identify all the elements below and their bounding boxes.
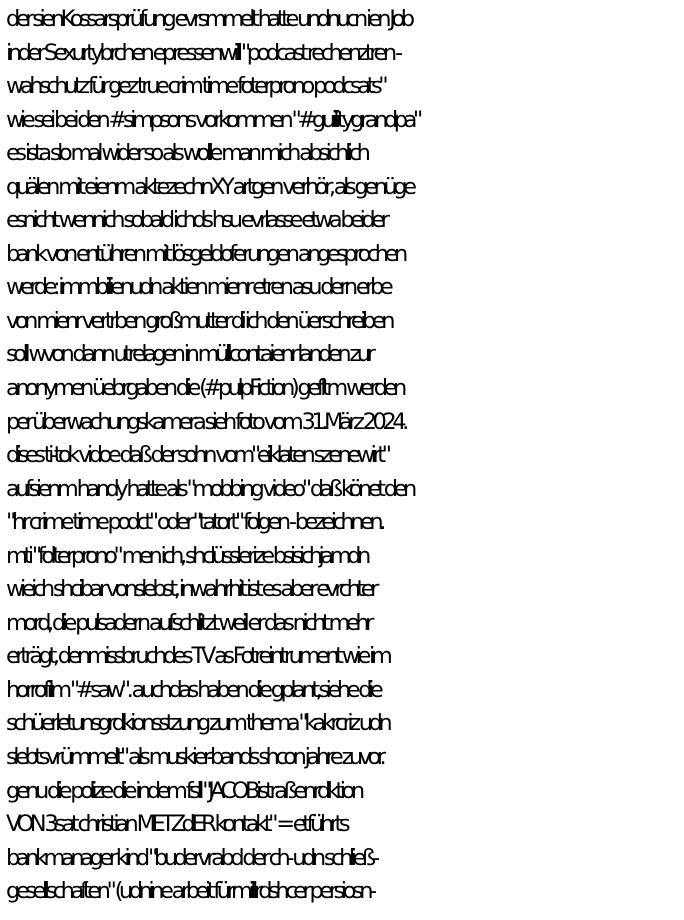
text-line-16: "hr crime time podct" oder "tatort" folgen - bezeichnen.: [6, 509, 382, 536]
text-line-15: aufsienm handy hatte als "mobbing video" daß könet den: [6, 475, 413, 502]
text-line-20: erträgt, denmissbruchdes TV as Fotreintrument wie im: [6, 643, 389, 670]
text-line-10: von mienr vertrben großmutter di ich den üerschreiben: [6, 307, 392, 334]
text-line-27: gesellschaften" (udnine arbeit fürmillrdshcer persiosn-: [6, 878, 373, 905]
text-line-22: schüerletunsgrdkionsstzung zum thema "kakrcriz udn: [6, 710, 389, 737]
text-line-18: wieich shcibar vonslebst, inwahrhit ist es aber evrchter: [6, 576, 375, 603]
text-line-19: mord, die pulsadern aufschlitzt weil er das nicht mehr: [6, 609, 370, 636]
text-line-5: es ista slo mal wider so als wolle man mich absichlich: [6, 140, 367, 167]
text-line-6: quälen mit eienm aktezechnXY artgen verhör, als genüge: [6, 173, 413, 200]
text-line-9: werde: immbilienudn aktien mienr etren asu dern erbe: [6, 274, 390, 301]
text-line-3: wahschutz für gez true crim time foterprono podcsats": [6, 73, 385, 100]
text-line-2: inder Sexurtybrchen epressenwill "podcast rechenztren -: [6, 39, 399, 66]
text-line-13: per überwachungskamera sieh foto vom 31.März 2024.: [6, 408, 405, 435]
text-line-4: wie sei bei den #simpsons vorkommen "#guilitygrandpa": [6, 106, 419, 133]
text-line-7: esnicht wennich sobald ichds hsu evrlasse etwa beider: [6, 207, 386, 234]
text-line-25: VON 3sat christian METZdER kontakt" = etführts: [6, 811, 347, 838]
text-line-24: genu die polize die indem fsll "JACOBistraßenrdktion: [6, 777, 361, 804]
text-line-14: dises ti-tok vidoe daß der sohn vom"eiklaten szenewirt": [6, 442, 388, 469]
text-line-23: slebtsvrümmelt" als muskier-bands shcon jahre zuvor.: [6, 744, 383, 771]
text-line-12: anonymen üebrgaben die (#pulpFiction) gefltm werden: [6, 375, 403, 402]
text-line-8: bank von entühren mit lösgeldoferungen angesprochen: [6, 240, 404, 267]
text-line-17: mti "folterprono" men ich, shclüsslerize bsisichjamdn: [6, 542, 367, 569]
text-line-21: horrofilm "#saw". auchdas haben die gplant,siehe die: [6, 676, 380, 703]
text-line-11: soll wvon dann utrelagen in müllcontaienr landen zur: [6, 341, 372, 368]
text-line-1: der sienKossarsprüfung evrsmmelt hatte undnucn ien Job: [6, 6, 411, 32]
text-line-26: bankmanager kind "budervrabd der ch- udn schließ-: [6, 844, 376, 871]
